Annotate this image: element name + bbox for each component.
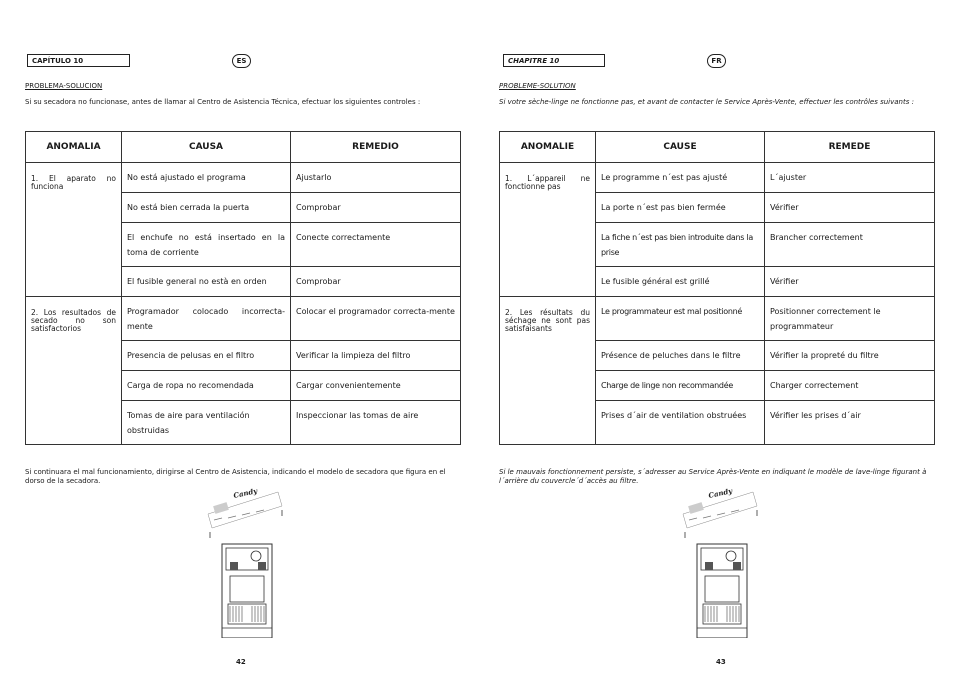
table-row <box>26 297 461 341</box>
remedy-cell <box>291 297 461 341</box>
troubleshooting-table <box>499 131 935 445</box>
cause-text: La fiche n´est pas bien introduite dans la prise <box>601 233 753 257</box>
cause-text: Prises d´air de ventilation obstruées <box>601 411 747 420</box>
cause-cell <box>596 163 765 193</box>
cause-text: Le programme n´est pas ajusté <box>601 173 728 182</box>
remedy-text: Comprobar <box>296 203 341 212</box>
remedy-text: Vérifier <box>770 203 799 212</box>
remedy-cell <box>291 267 461 297</box>
remedy-cell <box>765 163 935 193</box>
table-header-row <box>26 132 461 163</box>
intro-text: Si votre sèche-linge ne fonctionne pas, et avant de contacter le Service Après-Vente, effectuer les contrôles suivants : <box>499 98 914 106</box>
cause-text: Carga de ropa no recomendada <box>127 381 254 390</box>
remedy-cell <box>291 193 461 223</box>
header-remedy: REMEDIO <box>291 132 461 163</box>
page-number: 42 <box>236 658 246 666</box>
remedy-text: Vérifier la propreté du filtre <box>770 351 879 360</box>
cause-cell <box>122 401 291 445</box>
page-number: 43 <box>716 658 726 666</box>
cause-text: No está ajustado el programa <box>127 173 246 182</box>
remedy-cell <box>291 341 461 371</box>
dryer-back-panel-icon <box>200 486 290 638</box>
remedy-cell <box>291 223 461 267</box>
brand-logo: Candy <box>707 486 734 500</box>
remedy-text: Vérifier les prises d´air <box>770 411 861 420</box>
cause-cell <box>596 371 765 401</box>
footer-text: Si le mauvais fonctionnement persiste, s´adresser au Service Après-Vente en indiquant le modèle de lave-linge figurant à l´arrière du couvercle´d´accès au filtre. <box>499 468 927 485</box>
cause-cell <box>122 223 291 267</box>
section-title: PROBLEME-SOLUTION <box>499 82 576 90</box>
header-remedy: REMEDE <box>765 132 935 163</box>
remedy-text: Positionner correctement le programmateur <box>770 307 881 331</box>
anomaly-text: 1. L´appareil ne fonctionne pas <box>505 174 590 191</box>
table-row <box>26 163 461 193</box>
remedy-text: Vérifier <box>770 277 799 286</box>
remedy-text: Charger correctement <box>770 381 859 390</box>
cause-text: Le programmateur est mal positionné <box>601 307 742 316</box>
remedy-cell <box>765 371 935 401</box>
remedy-text: Inspeccionar las tomas de aire <box>296 411 419 420</box>
remedy-text: Ajustarlo <box>296 173 332 182</box>
remedy-text: L´ajuster <box>770 173 807 182</box>
cause-text: No está bien cerrada la puerta <box>127 203 250 212</box>
anomaly-cell <box>26 297 122 445</box>
header-anomaly: ANOMALIE <box>500 132 596 163</box>
remedy-cell <box>291 371 461 401</box>
cause-text: Programador colocado incorrecta-mente <box>127 307 285 331</box>
anomaly-text: 2. Los resultados de secado no son satisfactorios <box>31 308 116 333</box>
remedy-cell <box>765 401 935 445</box>
remedy-text: Brancher correctement <box>770 233 863 242</box>
cause-cell <box>596 193 765 223</box>
remedy-cell <box>291 163 461 193</box>
cause-text: Presencia de pelusas en el filtro <box>127 351 255 360</box>
section-title: PROBLEMA-SOLUCION <box>25 82 103 90</box>
table-row <box>500 297 935 341</box>
cause-text: El fusible general no està en orden <box>127 277 267 286</box>
anomaly-cell <box>500 297 596 445</box>
language-badge: FR <box>707 54 726 68</box>
remedy-cell <box>765 297 935 341</box>
remedy-cell <box>765 341 935 371</box>
troubleshooting-table <box>25 131 461 445</box>
anomaly-cell <box>26 163 122 297</box>
anomaly-text: 2. Les résultats du séchage ne sont pas satisfaisants <box>505 308 590 333</box>
cause-text: Présence de peluches dans le filtre <box>601 351 741 360</box>
remedy-text: Conecte correctamente <box>296 233 391 242</box>
remedy-text: Cargar convenientemente <box>296 381 401 390</box>
footer-text: Si continuara el mal funcionamiento, dirigirse al Centro de Asistencia, indicando el modelo de secadora que figura en el dorso de la secadora. <box>25 468 446 485</box>
cause-cell <box>122 163 291 193</box>
anomaly-text: 1. El aparato no funciona <box>31 174 116 191</box>
language-badge: ES <box>232 54 251 68</box>
cause-cell <box>596 401 765 445</box>
anomaly-cell <box>500 163 596 297</box>
brand-logo: Candy <box>232 486 259 500</box>
cause-text: Charge de linge non recommandée <box>601 381 733 390</box>
cause-cell <box>596 267 765 297</box>
cause-cell <box>122 267 291 297</box>
remedy-cell <box>291 401 461 445</box>
cause-cell <box>596 223 765 267</box>
header-anomaly: ANOMALIA <box>26 132 122 163</box>
remedy-cell <box>765 223 935 267</box>
remedy-text: Colocar el programador correcta-mente <box>296 307 455 316</box>
cause-cell <box>122 341 291 371</box>
table-row <box>500 163 935 193</box>
chapter-label: CAPÍTULO 10 <box>27 54 130 67</box>
cause-cell <box>122 371 291 401</box>
cause-cell <box>122 193 291 223</box>
remedy-cell <box>765 193 935 223</box>
cause-text: El enchufe no está insertado en la toma de corriente <box>127 233 285 257</box>
intro-text: Si su secadora no funcionase, antes de llamar al Centro de Asistencia Técnica, efectuar los siguientes controles : <box>25 98 421 106</box>
remedy-cell <box>765 267 935 297</box>
cause-cell <box>122 297 291 341</box>
remedy-text: Comprobar <box>296 277 341 286</box>
chapter-label: CHAPITRE 10 <box>503 54 605 67</box>
header-cause: CAUSA <box>122 132 291 163</box>
cause-text: Le fusible général est grillé <box>601 277 710 286</box>
dryer-back-panel-icon <box>675 486 765 638</box>
cause-text: Tomas de aire para ventilación obstruidas <box>127 411 250 435</box>
header-cause: CAUSE <box>596 132 765 163</box>
cause-cell <box>596 297 765 341</box>
table-header-row <box>500 132 935 163</box>
cause-cell <box>596 341 765 371</box>
cause-text: La porte n´est pas bien fermée <box>601 203 726 212</box>
remedy-text: Verificar la limpieza del filtro <box>296 351 411 360</box>
page-right <box>477 0 954 675</box>
